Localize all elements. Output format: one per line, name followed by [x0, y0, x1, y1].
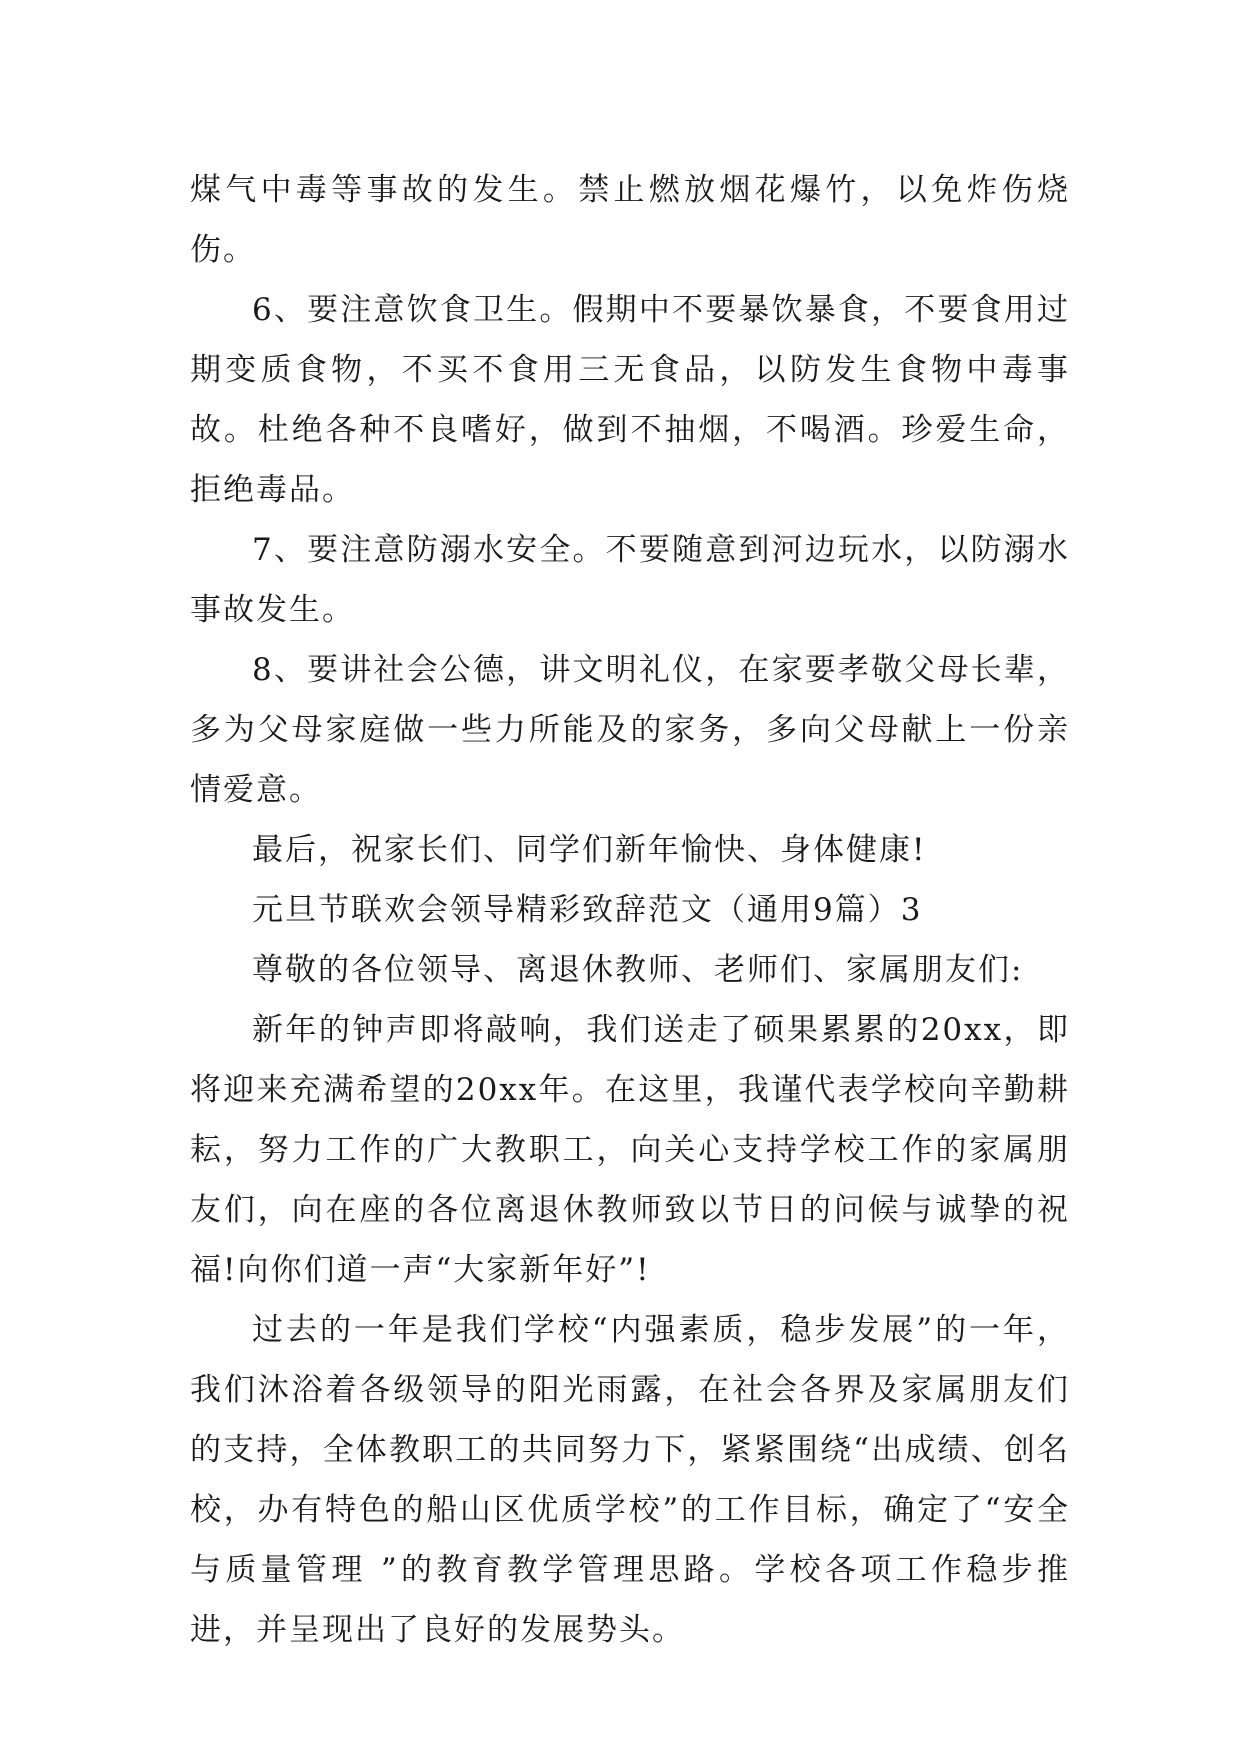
section-heading: 元旦节联欢会领导精彩致辞范文（通用9篇）3	[252, 892, 923, 928]
paragraph-5: 最后，祝家长们、同学们新年愉快、身体健康!	[252, 832, 927, 868]
paragraph-1: 煤气中毒等事故的发生。禁止燃放烟花爆竹，以免炸伤烧伤。	[190, 172, 1070, 268]
paragraph-3: 7、要注意防溺水安全。不要随意到河边玩水，以防溺水事故发生。	[190, 532, 1070, 628]
document-body	[190, 160, 1070, 1660]
salutation: 尊敬的各位领导、离退休教师、老师们、家属朋友们:	[252, 952, 1024, 988]
paragraph-7: 过去的一年是我们学校“内强素质，稳步发展”的一年，我们沐浴着各级领导的阳光雨露，在社会各界及家属朋友们的支持，全体教职工的共同努力下，紧紧围绕“出成绩、创名校，办有特色的船山区优质学校”的工作目标，确定了“安全与质量管理 ”的教育教学管理思路。学校各项工作稳步推进，并呈现出了良好的发展势头。	[190, 1312, 1070, 1648]
paragraph-6: 新年的钟声即将敲响，我们送走了硕果累累的20xx，即将迎来充满希望的20xx年。在这里，我谨代表学校向辛勤耕耘，努力工作的广大教职工，向关心支持学校工作的家属朋友们，向在座的各位离退休教师致以节日的问候与诚挚的祝福!向你们道一声“大家新年好”!	[190, 1012, 1070, 1288]
paragraph-2: 6、要注意饮食卫生。假期中不要暴饮暴食，不要食用过期变质食物，不买不食用三无食品，以防发生食物中毒事故。杜绝各种不良嗜好，做到不抽烟，不喝酒。珍爱生命，拒绝毒品。	[190, 292, 1070, 508]
paragraph-4: 8、要讲社会公德，讲文明礼仪，在家要孝敬父母长辈，多为父母家庭做一些力所能及的家务，多向父母献上一份亲情爱意。	[190, 652, 1070, 808]
